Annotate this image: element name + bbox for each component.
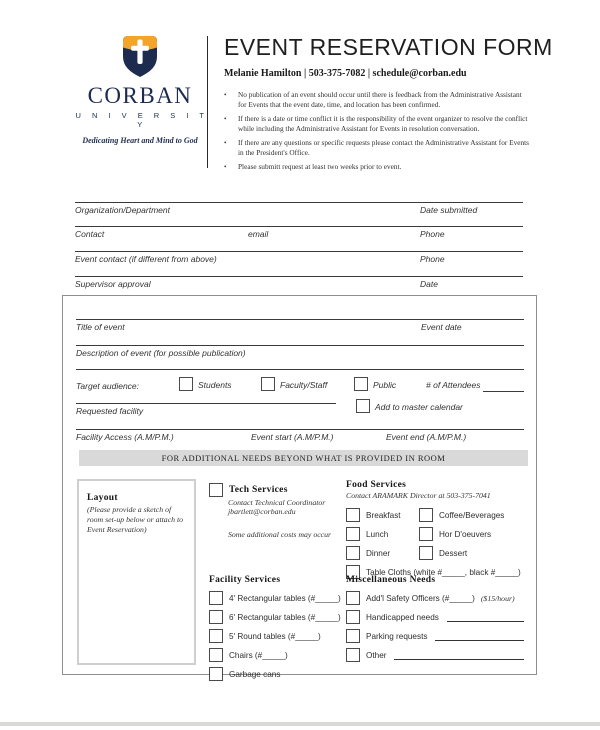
dessert-label: Dessert: [439, 548, 468, 558]
tech-services-section: [209, 483, 341, 539]
safety-officers-rate: ($15/hour): [480, 593, 515, 603]
email-label: email: [248, 229, 269, 239]
handicapped-needs-label: Handicapped needs: [366, 612, 439, 622]
times-input-line[interactable]: [76, 429, 524, 430]
faculty-staff-checkbox[interactable]: [261, 377, 275, 391]
phone2-label: Phone: [420, 254, 445, 264]
logo-university-text: U N I V E R S I T Y: [75, 111, 209, 129]
bullet-icon: •: [224, 91, 227, 99]
lunch-checkbox[interactable]: [346, 527, 360, 541]
attendees-label: # of Attendees: [426, 380, 481, 390]
contact-input-line[interactable]: [75, 226, 523, 227]
misc-needs-heading: Miscellaneous Needs: [346, 575, 436, 585]
dinner-checkbox[interactable]: [346, 546, 360, 560]
organization-label: Organization/Department: [75, 205, 170, 215]
logo-tagline: Dedicating Heart and Mind to God: [82, 136, 198, 145]
tables-4ft-label: 4' Rectangular tables (#_____): [229, 593, 341, 603]
event-contact-input-line[interactable]: [75, 251, 523, 252]
bullet-icon: •: [224, 115, 227, 123]
date-submitted-label: Date submitted: [420, 205, 478, 215]
parking-requests-checkbox[interactable]: [346, 629, 360, 643]
other-input-line[interactable]: [394, 650, 524, 660]
dinner-label: Dinner: [366, 548, 391, 558]
event-contact-label: Event contact (if different from above): [75, 254, 217, 264]
target-audience-label: Target audience:: [76, 381, 140, 391]
bullet-icon: •: [224, 139, 227, 147]
parking-requests-input-line[interactable]: [435, 631, 524, 641]
phone-label: Phone: [420, 229, 445, 239]
policy-notes: [224, 90, 532, 172]
facility-services-heading: Facility Services: [209, 575, 281, 585]
event-end-label: Event end (A.M/P.M.): [386, 432, 467, 442]
tables-round-checkbox[interactable]: [209, 629, 223, 643]
students-label: Students: [198, 380, 232, 390]
safety-officers-checkbox[interactable]: [346, 591, 360, 605]
layout-heading: Layout: [87, 493, 118, 503]
garbage-cans-checkbox[interactable]: [209, 667, 223, 681]
master-calendar-label: Add to master calendar: [375, 402, 463, 412]
admin-contact-line: Melanie Hamilton | 503-375-7082 | schedule@corban.edu: [224, 68, 467, 79]
supervisor-approval-label: Supervisor approval: [75, 279, 151, 289]
logo-wordmark: CORBAN: [87, 83, 193, 108]
coffee-beverages-checkbox[interactable]: [419, 508, 433, 522]
tech-costs-note: Some additional costs may occur: [228, 530, 332, 539]
handicapped-needs-input-line[interactable]: [447, 612, 524, 622]
layout-sketch-box[interactable]: [77, 479, 196, 665]
event-date-label: Event date: [421, 322, 462, 332]
public-label: Public: [373, 380, 397, 390]
students-checkbox[interactable]: [179, 377, 193, 391]
policy-note: • If there are any questions or specific requests please contact the Administrative Assistant for Events in the President's Office.: [224, 138, 529, 157]
requested-facility-label: Requested facility: [76, 406, 144, 416]
public-checkbox[interactable]: [354, 377, 368, 391]
corban-logo: [70, 33, 210, 145]
description-input-line2[interactable]: [76, 369, 524, 370]
chairs-label: Chairs (#_____): [229, 650, 288, 660]
garbage-cans-label: Garbage cans: [229, 669, 281, 679]
supervisor-approval-input-line[interactable]: [75, 276, 523, 277]
coffee-beverages-label: Coffee/Beverages: [439, 510, 505, 520]
tech-contact-email: jbartlett@corban.edu: [228, 507, 296, 516]
requested-facility-input-line[interactable]: [76, 403, 336, 404]
policy-note: • If there is a date or time conflict it is the responsibility of the event organizer to resolve the conflict while including the Administrative Assistant for Events in resolution conversation.: [224, 114, 528, 133]
additional-needs-banner: FOR ADDITIONAL NEEDS BEYOND WHAT IS PROVIDED IN ROOM: [79, 450, 528, 466]
facility-services-section: [209, 575, 341, 686]
hor-doeuvers-label: Hor D'oeuvers: [439, 529, 492, 539]
date-label: Date: [420, 279, 438, 289]
lunch-label: Lunch: [366, 529, 389, 539]
handicapped-needs-checkbox[interactable]: [346, 610, 360, 624]
event-title-label: Title of event: [76, 322, 125, 332]
tech-services-checkbox[interactable]: [209, 483, 223, 497]
tables-round-label: 5' Round tables (#_____): [229, 631, 321, 641]
tables-6ft-label: 6' Rectangular tables (#_____): [229, 612, 341, 622]
chairs-checkbox[interactable]: [209, 648, 223, 662]
food-services-heading: Food Services: [346, 480, 407, 490]
food-contact-line: Contact ARAMARK Director at 503-375-7041: [346, 491, 491, 500]
table-cloths-label: Table Cloths (white #_____, black #_____): [366, 567, 521, 577]
misc-needs-section: [346, 575, 524, 667]
attendees-input-line[interactable]: [483, 391, 524, 392]
hor-doeuvers-checkbox[interactable]: [419, 527, 433, 541]
policy-note: • Please submitt request at least two weeks prior to event.: [224, 162, 402, 171]
master-calendar-checkbox[interactable]: [356, 399, 370, 413]
header-divider: [207, 36, 208, 168]
tech-services-heading: Tech Services: [229, 485, 288, 495]
policy-note: • No publication of an event should occur until there is feedback from the Administrative Assistant for Events that the event date, time, and location has been confirmed.: [224, 90, 522, 109]
safety-officers-label: Add'l Safety Officers (#_____): [366, 593, 475, 603]
page-bottom-edge: [0, 722, 600, 726]
faculty-staff-label: Faculty/Staff: [280, 380, 328, 390]
other-checkbox[interactable]: [346, 648, 360, 662]
layout-note: (Please provide a sketch of room set-up below or attach to Event Reservation): [87, 505, 184, 534]
description-label: Description of event (for possible publication): [76, 348, 246, 358]
other-label: Other: [366, 650, 387, 660]
event-details-box: [62, 295, 537, 679]
facility-access-label: Facility Access (A.M/P.M.): [76, 432, 174, 442]
food-services-section: [346, 480, 528, 584]
tables-4ft-checkbox[interactable]: [209, 591, 223, 605]
tables-6ft-checkbox[interactable]: [209, 610, 223, 624]
bullet-icon: •: [224, 163, 227, 171]
page-title: EVENT RESERVATION FORM: [224, 34, 553, 60]
breakfast-checkbox[interactable]: [346, 508, 360, 522]
tech-contact-line: Contact Technical Coordinator: [228, 498, 326, 507]
contact-label: Contact: [75, 229, 105, 239]
corban-shield-icon: [120, 33, 160, 77]
parking-requests-label: Parking requests: [366, 631, 428, 641]
dessert-checkbox[interactable]: [419, 546, 433, 560]
description-input-line[interactable]: [76, 345, 524, 346]
event-title-input-line[interactable]: [76, 319, 524, 320]
breakfast-label: Breakfast: [366, 510, 401, 520]
event-start-label: Event start (A.M/P.M.): [251, 432, 334, 442]
organization-input-line[interactable]: [75, 202, 523, 203]
